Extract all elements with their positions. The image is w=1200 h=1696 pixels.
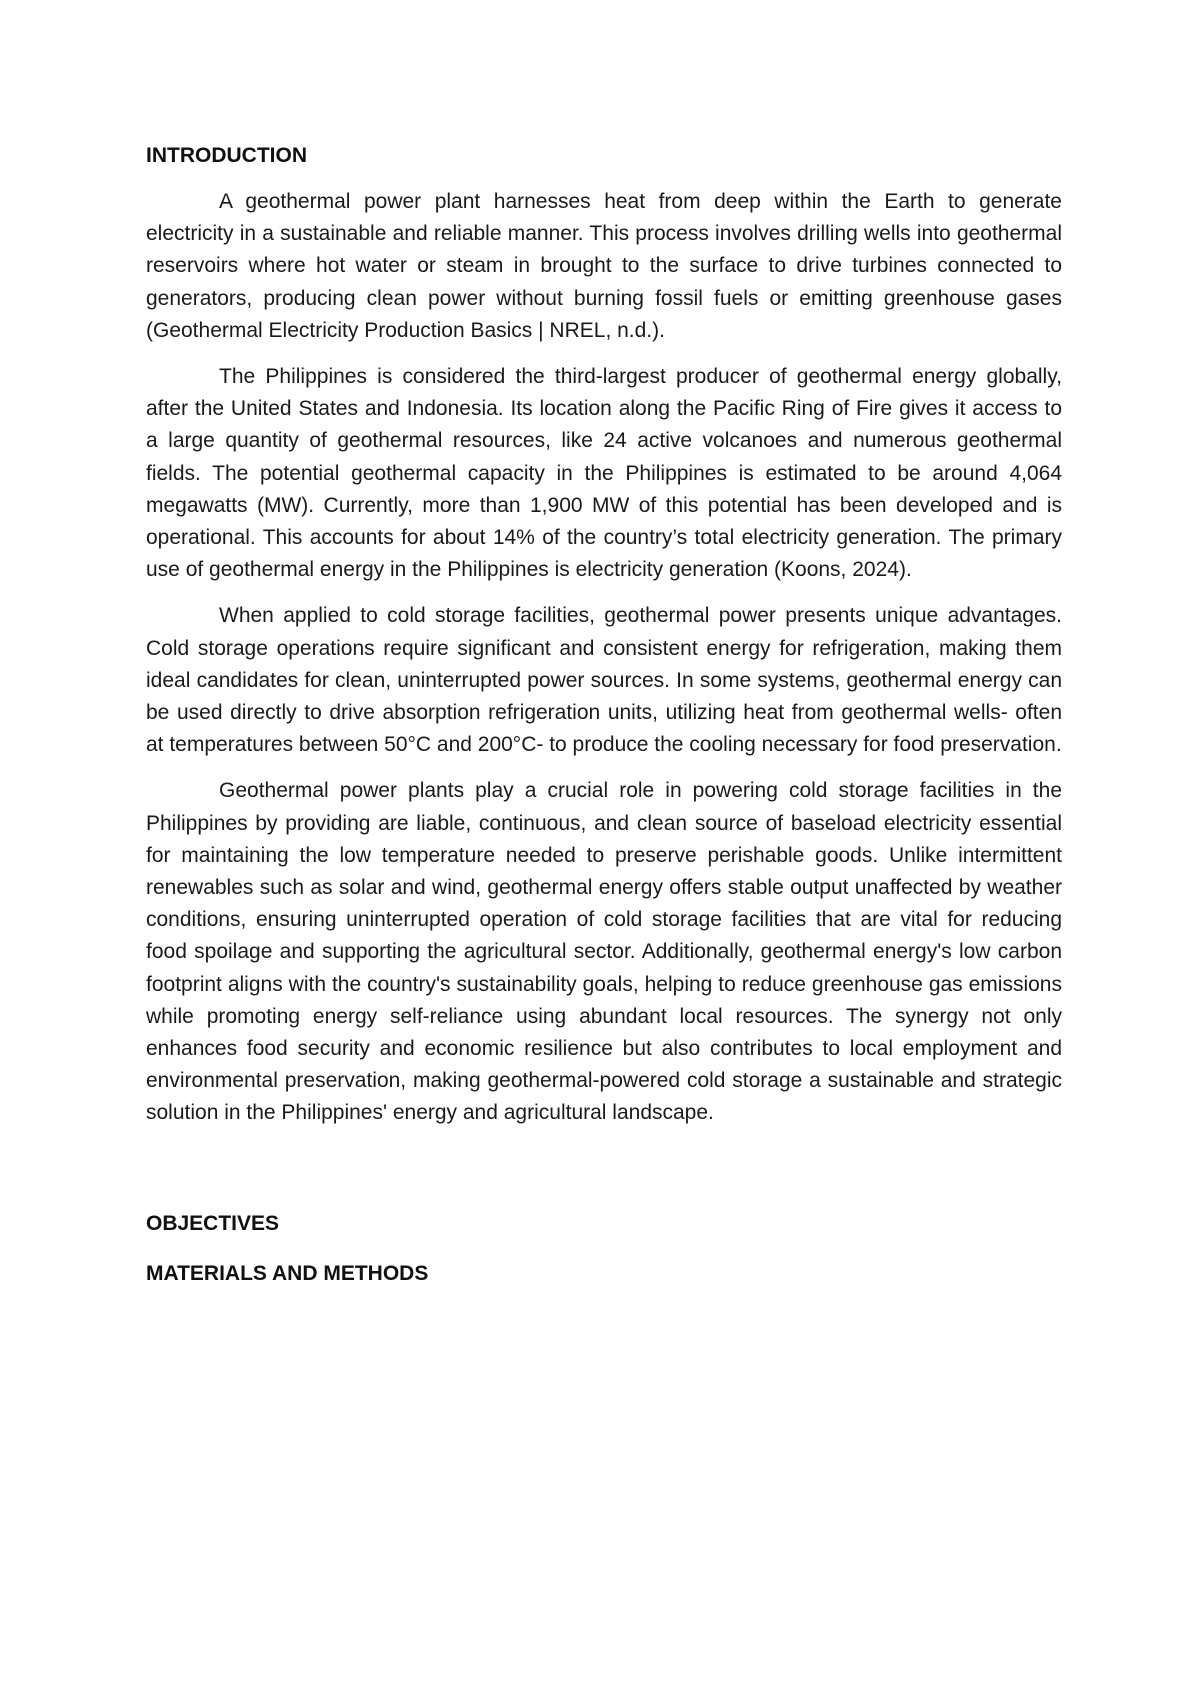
introduction-heading: INTRODUCTION <box>146 144 307 167</box>
document-page <box>146 140 1062 1290</box>
intro-paragraph-1: A geothermal power plant harnesses heat from deep within the Earth to generate electricity in a sustainable and reliable manner. This process involves drilling wells into geothermal reservoirs where hot water or steam in brought to the surface to drive turbines connected to generators, producing clean power without burning fossil fuels or emitting greenhouse gases (Geothermal Electricity Production Basics | NREL, n.d.). <box>146 190 1062 342</box>
intro-paragraph-4: Geothermal power plants play a crucial role in powering cold storage facilities in the Philippines by providing are liable, continuous, and clean source of baseload electricity essential for maintaining the low temperature needed to preserve perishable goods. Unlike intermittent renewables such as solar and wind, geothermal energy offers stable output unaffected by weather conditions, ensuring uninterrupted operation of cold storage facilities that are vital for reducing food spoilage and supporting the agricultural sector. Additionally, geothermal energy's low carbon footprint aligns with the country's sustainability goals, helping to reduce greenhouse gas emissions while promoting energy self-reliance using abundant local resources. The synergy not only enhances food security and economic resilience but also contributes to local employment and environmental preservation, making geothermal-powered cold storage a sustainable and strategic solution in the Philippines' energy and agricultural landscape. <box>146 779 1062 1125</box>
materials-methods-heading: MATERIALS AND METHODS <box>146 1261 429 1285</box>
intro-paragraph-2: The Philippines is considered the third-largest producer of geothermal energy globally, after the United States and Indonesia. Its location along the Pacific Ring of Fire gives it access to a large quantity of geothermal resources, like 24 active volcanoes and numerous geothermal fields. The potential geothermal capacity in the Philippines is estimated to be around 4,064 megawatts (MW). Currently, more than 1,900 MW of this potential has been developed and is operational. This accounts for about 14% of the country’s total electricity generation. The primary use of geothermal energy in the Philippines is electricity generation (Koons, 2024). <box>146 365 1062 582</box>
objectives-heading: OBJECTIVES <box>146 1211 280 1235</box>
intro-paragraph-3: When applied to cold storage facilities, geothermal power presents unique advantages. Cold storage operations require significant and consistent energy for refrigeration, making them ideal candidates for clean, uninterrupted power sources. In some systems, geothermal energy can be used directly to drive absorption refrigeration units, utilizing heat from geothermal wells- often at temperatures between 50°C and 200°C- to produce the cooling necessary for food preservation. <box>146 604 1062 757</box>
